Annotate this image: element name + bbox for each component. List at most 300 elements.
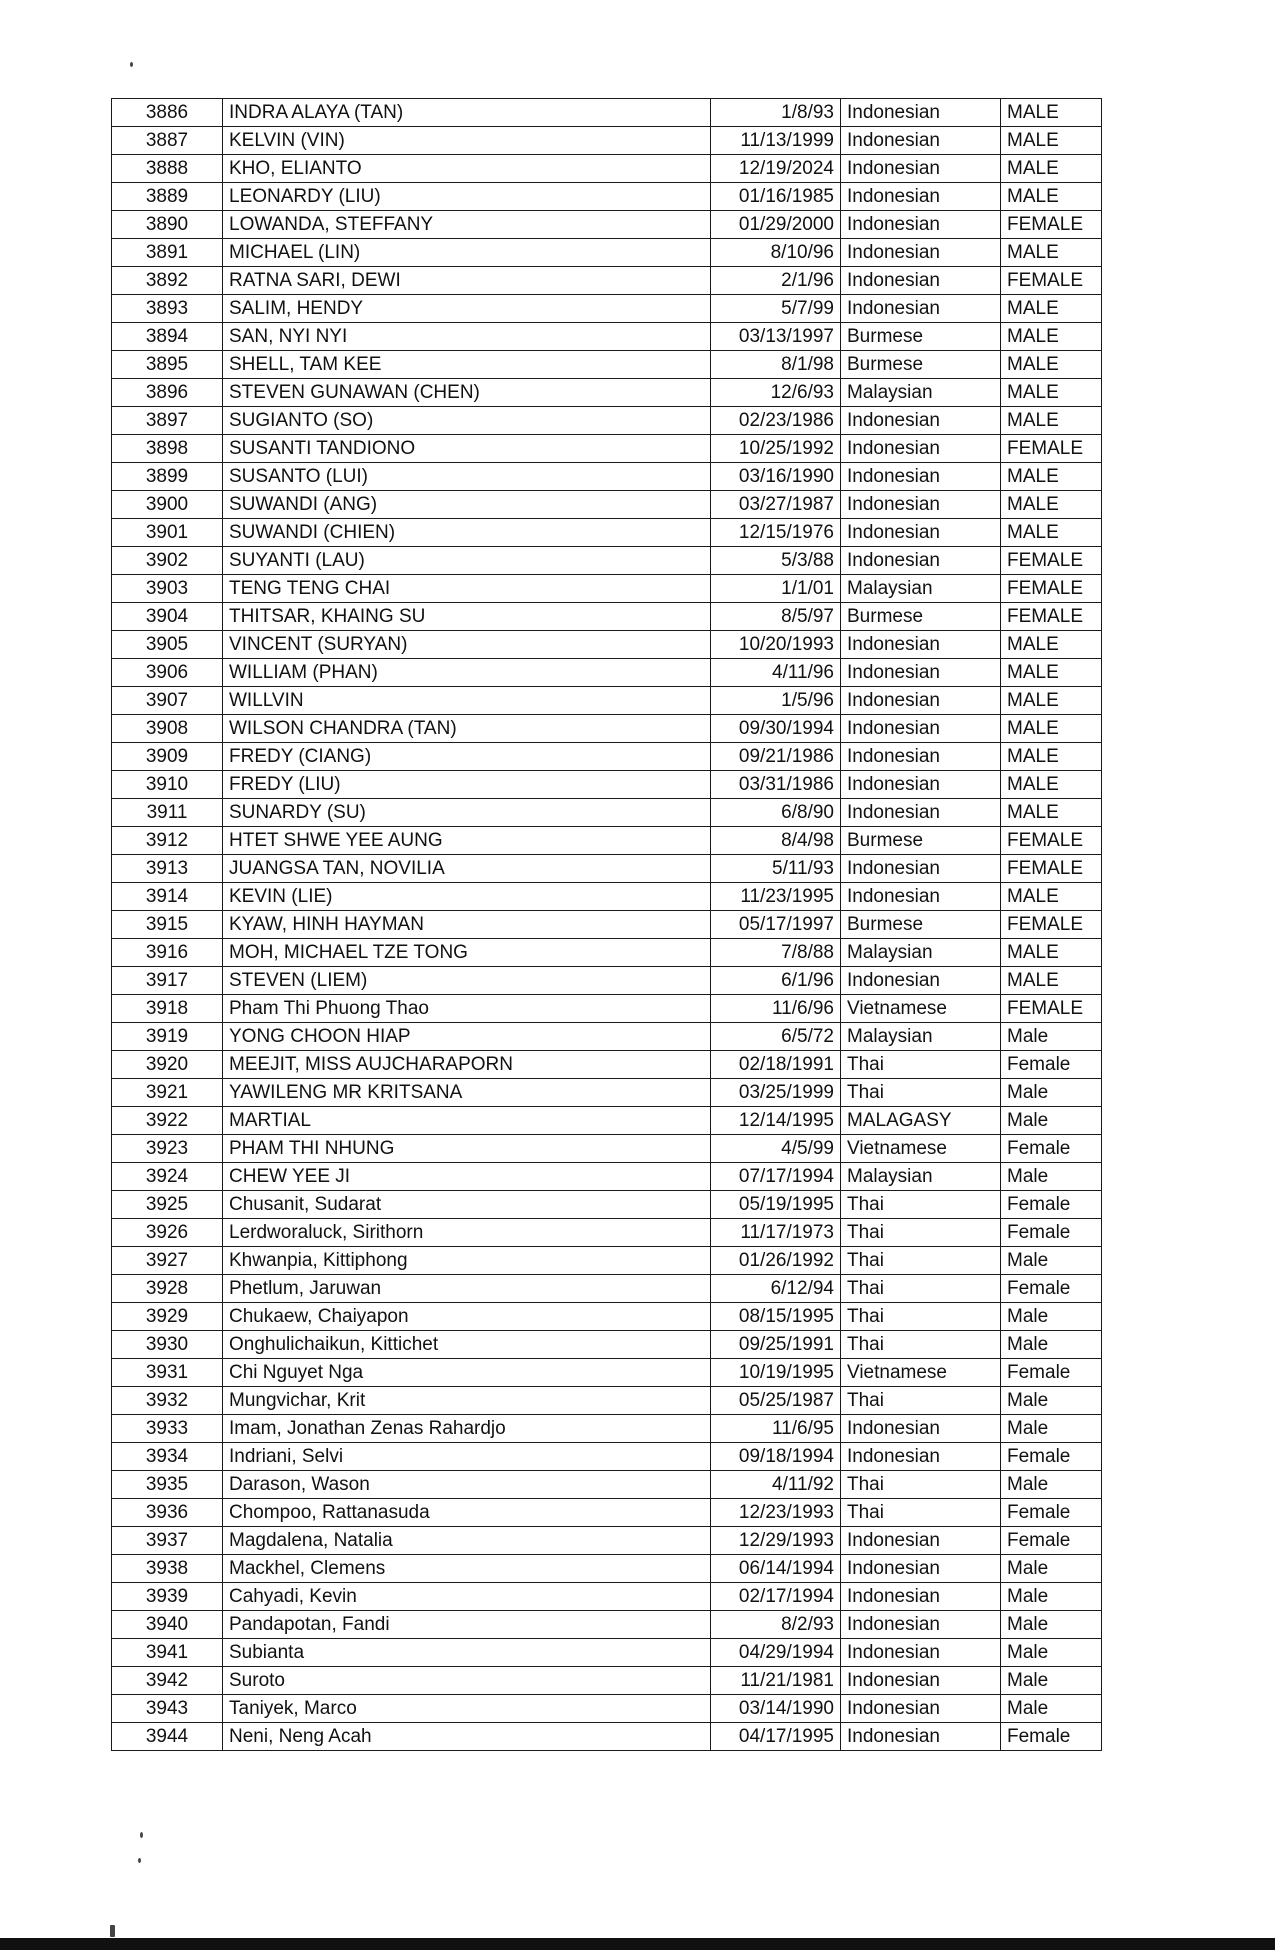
record-number-cell: 3916 [112, 939, 223, 967]
table-row [112, 799, 1102, 827]
gender-cell: Male [1001, 1163, 1102, 1191]
gender-cell: MALE [1001, 799, 1102, 827]
name-cell: RATNA SARI, DEWI [223, 267, 711, 295]
table-row [112, 1723, 1102, 1751]
name-cell: Mungvichar, Krit [223, 1387, 711, 1415]
nationality-cell: Indonesian [841, 687, 1001, 715]
table-row [112, 771, 1102, 799]
record-number-cell: 3899 [112, 463, 223, 491]
birth-date-cell: 05/17/1997 [711, 911, 841, 939]
birth-date-cell: 06/14/1994 [711, 1555, 841, 1583]
record-number-cell: 3944 [112, 1723, 223, 1751]
gender-cell: MALE [1001, 715, 1102, 743]
record-number-cell: 3943 [112, 1695, 223, 1723]
name-cell: KELVIN (VIN) [223, 127, 711, 155]
name-cell: VINCENT (SURYAN) [223, 631, 711, 659]
table-row [112, 239, 1102, 267]
birth-date-cell: 01/26/1992 [711, 1247, 841, 1275]
nationality-cell: Indonesian [841, 715, 1001, 743]
record-number-cell: 3921 [112, 1079, 223, 1107]
name-cell: Chukaew, Chaiyapon [223, 1303, 711, 1331]
records-table [111, 98, 1102, 1751]
record-number-cell: 3890 [112, 211, 223, 239]
gender-cell: FEMALE [1001, 547, 1102, 575]
record-number-cell: 3933 [112, 1415, 223, 1443]
record-number-cell: 3907 [112, 687, 223, 715]
table-row [112, 127, 1102, 155]
nationality-cell: Malaysian [841, 1163, 1001, 1191]
name-cell: Neni, Neng Acah [223, 1723, 711, 1751]
name-cell: Darason, Wason [223, 1471, 711, 1499]
gender-cell: Male [1001, 1639, 1102, 1667]
nationality-cell: Indonesian [841, 1723, 1001, 1751]
nationality-cell: Indonesian [841, 1583, 1001, 1611]
nationality-cell: Indonesian [841, 1443, 1001, 1471]
record-number-cell: 3910 [112, 771, 223, 799]
gender-cell: Female [1001, 1359, 1102, 1387]
birth-date-cell: 5/11/93 [711, 855, 841, 883]
birth-date-cell: 7/8/88 [711, 939, 841, 967]
nationality-cell: Indonesian [841, 435, 1001, 463]
scan-speck [138, 1858, 141, 1863]
table-row [112, 407, 1102, 435]
name-cell: Chompoo, Rattanasuda [223, 1499, 711, 1527]
name-cell: SUNARDY (SU) [223, 799, 711, 827]
table-row [112, 435, 1102, 463]
table-row [112, 1471, 1102, 1499]
birth-date-cell: 04/29/1994 [711, 1639, 841, 1667]
record-number-cell: 3938 [112, 1555, 223, 1583]
nationality-cell: Thai [841, 1219, 1001, 1247]
gender-cell: Male [1001, 1387, 1102, 1415]
nationality-cell: Indonesian [841, 659, 1001, 687]
nationality-cell: Indonesian [841, 1527, 1001, 1555]
table-row [112, 603, 1102, 631]
nationality-cell: Burmese [841, 351, 1001, 379]
birth-date-cell: 08/15/1995 [711, 1303, 841, 1331]
record-number-cell: 3909 [112, 743, 223, 771]
nationality-cell: Indonesian [841, 547, 1001, 575]
record-number-cell: 3908 [112, 715, 223, 743]
nationality-cell: Indonesian [841, 491, 1001, 519]
gender-cell: Male [1001, 1583, 1102, 1611]
name-cell: SUWANDI (ANG) [223, 491, 711, 519]
nationality-cell: Indonesian [841, 771, 1001, 799]
table-row [112, 715, 1102, 743]
record-number-cell: 3886 [112, 99, 223, 127]
table-row [112, 463, 1102, 491]
gender-cell: FEMALE [1001, 603, 1102, 631]
birth-date-cell: 02/23/1986 [711, 407, 841, 435]
record-number-cell: 3906 [112, 659, 223, 687]
record-number-cell: 3918 [112, 995, 223, 1023]
record-number-cell: 3896 [112, 379, 223, 407]
table-row [112, 1667, 1102, 1695]
birth-date-cell: 4/11/92 [711, 1471, 841, 1499]
table-row [112, 1695, 1102, 1723]
record-number-cell: 3940 [112, 1611, 223, 1639]
name-cell: SALIM, HENDY [223, 295, 711, 323]
gender-cell: Female [1001, 1527, 1102, 1555]
name-cell: KYAW, HINH HAYMAN [223, 911, 711, 939]
birth-date-cell: 03/14/1990 [711, 1695, 841, 1723]
record-number-cell: 3902 [112, 547, 223, 575]
table-row [112, 967, 1102, 995]
name-cell: THITSAR, KHAING SU [223, 603, 711, 631]
name-cell: MEEJIT, MISS AUJCHARAPORN [223, 1051, 711, 1079]
nationality-cell: Burmese [841, 911, 1001, 939]
nationality-cell: Indonesian [841, 1611, 1001, 1639]
birth-date-cell: 11/23/1995 [711, 883, 841, 911]
gender-cell: Male [1001, 1611, 1102, 1639]
table-row [112, 1275, 1102, 1303]
record-number-cell: 3895 [112, 351, 223, 379]
table-row [112, 1555, 1102, 1583]
record-number-cell: 3929 [112, 1303, 223, 1331]
record-number-cell: 3922 [112, 1107, 223, 1135]
name-cell: Taniyek, Marco [223, 1695, 711, 1723]
table-row [112, 1163, 1102, 1191]
nationality-cell: Indonesian [841, 211, 1001, 239]
table-row [112, 1135, 1102, 1163]
table-row [112, 1331, 1102, 1359]
record-number-cell: 3923 [112, 1135, 223, 1163]
birth-date-cell: 1/8/93 [711, 99, 841, 127]
table-row [112, 183, 1102, 211]
birth-date-cell: 8/2/93 [711, 1611, 841, 1639]
gender-cell: FEMALE [1001, 435, 1102, 463]
gender-cell: Male [1001, 1247, 1102, 1275]
gender-cell: MALE [1001, 99, 1102, 127]
birth-date-cell: 12/19/2024 [711, 155, 841, 183]
birth-date-cell: 1/5/96 [711, 687, 841, 715]
gender-cell: MALE [1001, 379, 1102, 407]
table-row [112, 491, 1102, 519]
gender-cell: FEMALE [1001, 267, 1102, 295]
record-number-cell: 3932 [112, 1387, 223, 1415]
record-number-cell: 3913 [112, 855, 223, 883]
nationality-cell: Indonesian [841, 1639, 1001, 1667]
record-number-cell: 3928 [112, 1275, 223, 1303]
nationality-cell: Thai [841, 1079, 1001, 1107]
birth-date-cell: 11/6/95 [711, 1415, 841, 1443]
record-number-cell: 3919 [112, 1023, 223, 1051]
birth-date-cell: 12/14/1995 [711, 1107, 841, 1135]
record-number-cell: 3934 [112, 1443, 223, 1471]
nationality-cell: Indonesian [841, 267, 1001, 295]
nationality-cell: Indonesian [841, 463, 1001, 491]
nationality-cell: MALAGASY [841, 1107, 1001, 1135]
record-number-cell: 3893 [112, 295, 223, 323]
nationality-cell: Indonesian [841, 967, 1001, 995]
record-number-cell: 3915 [112, 911, 223, 939]
table-row [112, 323, 1102, 351]
nationality-cell: Thai [841, 1471, 1001, 1499]
birth-date-cell: 6/8/90 [711, 799, 841, 827]
name-cell: SUSANTI TANDIONO [223, 435, 711, 463]
birth-date-cell: 6/12/94 [711, 1275, 841, 1303]
nationality-cell: Vietnamese [841, 1359, 1001, 1387]
name-cell: PHAM THI NHUNG [223, 1135, 711, 1163]
name-cell: SUYANTI (LAU) [223, 547, 711, 575]
scan-bottom-edge [0, 1938, 1275, 1950]
nationality-cell: Indonesian [841, 1695, 1001, 1723]
table-row [112, 939, 1102, 967]
birth-date-cell: 03/31/1986 [711, 771, 841, 799]
records-table-body [112, 99, 1102, 1751]
name-cell: WILSON CHANDRA (TAN) [223, 715, 711, 743]
record-number-cell: 3897 [112, 407, 223, 435]
record-number-cell: 3901 [112, 519, 223, 547]
table-row [112, 687, 1102, 715]
record-number-cell: 3892 [112, 267, 223, 295]
gender-cell: Male [1001, 1667, 1102, 1695]
scan-speck [140, 1832, 143, 1838]
birth-date-cell: 03/25/1999 [711, 1079, 841, 1107]
name-cell: Magdalena, Natalia [223, 1527, 711, 1555]
name-cell: LEONARDY (LIU) [223, 183, 711, 211]
record-number-cell: 3894 [112, 323, 223, 351]
birth-date-cell: 10/25/1992 [711, 435, 841, 463]
birth-date-cell: 11/17/1973 [711, 1219, 841, 1247]
gender-cell: MALE [1001, 463, 1102, 491]
birth-date-cell: 6/1/96 [711, 967, 841, 995]
gender-cell: Male [1001, 1471, 1102, 1499]
gender-cell: MALE [1001, 407, 1102, 435]
gender-cell: MALE [1001, 519, 1102, 547]
record-number-cell: 3927 [112, 1247, 223, 1275]
record-number-cell: 3926 [112, 1219, 223, 1247]
table-row [112, 1639, 1102, 1667]
nationality-cell: Indonesian [841, 855, 1001, 883]
name-cell: FREDY (CIANG) [223, 743, 711, 771]
name-cell: Mackhel, Clemens [223, 1555, 711, 1583]
nationality-cell: Malaysian [841, 379, 1001, 407]
nationality-cell: Indonesian [841, 295, 1001, 323]
record-number-cell: 3887 [112, 127, 223, 155]
nationality-cell: Thai [841, 1191, 1001, 1219]
table-row [112, 1247, 1102, 1275]
scan-speck [110, 1925, 115, 1937]
nationality-cell: Vietnamese [841, 995, 1001, 1023]
table-row [112, 1527, 1102, 1555]
birth-date-cell: 12/23/1993 [711, 1499, 841, 1527]
name-cell: SAN, NYI NYI [223, 323, 711, 351]
nationality-cell: Indonesian [841, 183, 1001, 211]
table-row [112, 883, 1102, 911]
name-cell: Indriani, Selvi [223, 1443, 711, 1471]
nationality-cell: Thai [841, 1247, 1001, 1275]
nationality-cell: Thai [841, 1331, 1001, 1359]
name-cell: MICHAEL (LIN) [223, 239, 711, 267]
table-row [112, 379, 1102, 407]
birth-date-cell: 2/1/96 [711, 267, 841, 295]
birth-date-cell: 8/5/97 [711, 603, 841, 631]
gender-cell: Female [1001, 1051, 1102, 1079]
record-number-cell: 3925 [112, 1191, 223, 1219]
gender-cell: Male [1001, 1555, 1102, 1583]
birth-date-cell: 10/20/1993 [711, 631, 841, 659]
gender-cell: FEMALE [1001, 855, 1102, 883]
record-number-cell: 3891 [112, 239, 223, 267]
name-cell: WILLIAM (PHAN) [223, 659, 711, 687]
name-cell: Onghulichaikun, Kittichet [223, 1331, 711, 1359]
nationality-cell: Indonesian [841, 743, 1001, 771]
name-cell: Cahyadi, Kevin [223, 1583, 711, 1611]
name-cell: Chi Nguyet Nga [223, 1359, 711, 1387]
name-cell: KHO, ELIANTO [223, 155, 711, 183]
nationality-cell: Burmese [841, 323, 1001, 351]
record-number-cell: 3903 [112, 575, 223, 603]
table-row [112, 1359, 1102, 1387]
nationality-cell: Indonesian [841, 155, 1001, 183]
name-cell: Pham Thi Phuong Thao [223, 995, 711, 1023]
gender-cell: MALE [1001, 659, 1102, 687]
record-number-cell: 3904 [112, 603, 223, 631]
name-cell: TENG TENG CHAI [223, 575, 711, 603]
gender-cell: MALE [1001, 239, 1102, 267]
table-row [112, 575, 1102, 603]
nationality-cell: Burmese [841, 603, 1001, 631]
nationality-cell: Indonesian [841, 799, 1001, 827]
nationality-cell: Thai [841, 1499, 1001, 1527]
birth-date-cell: 02/18/1991 [711, 1051, 841, 1079]
name-cell: MOH, MICHAEL TZE TONG [223, 939, 711, 967]
table-row [112, 211, 1102, 239]
birth-date-cell: 09/18/1994 [711, 1443, 841, 1471]
birth-date-cell: 12/6/93 [711, 379, 841, 407]
table-row [112, 1443, 1102, 1471]
record-number-cell: 3917 [112, 967, 223, 995]
birth-date-cell: 11/13/1999 [711, 127, 841, 155]
table-row [112, 631, 1102, 659]
gender-cell: FEMALE [1001, 211, 1102, 239]
table-row [112, 1303, 1102, 1331]
name-cell: Khwanpia, Kittiphong [223, 1247, 711, 1275]
record-number-cell: 3942 [112, 1667, 223, 1695]
gender-cell: Female [1001, 1191, 1102, 1219]
name-cell: Subianta [223, 1639, 711, 1667]
birth-date-cell: 03/27/1987 [711, 491, 841, 519]
name-cell: WILLVIN [223, 687, 711, 715]
table-row [112, 155, 1102, 183]
scan-speck [130, 62, 133, 67]
table-row [112, 1499, 1102, 1527]
birth-date-cell: 05/25/1987 [711, 1387, 841, 1415]
gender-cell: Female [1001, 1275, 1102, 1303]
table-row [112, 519, 1102, 547]
birth-date-cell: 12/15/1976 [711, 519, 841, 547]
birth-date-cell: 10/19/1995 [711, 1359, 841, 1387]
birth-date-cell: 8/10/96 [711, 239, 841, 267]
birth-date-cell: 05/19/1995 [711, 1191, 841, 1219]
gender-cell: MALE [1001, 771, 1102, 799]
birth-date-cell: 09/21/1986 [711, 743, 841, 771]
table-row [112, 351, 1102, 379]
gender-cell: MALE [1001, 939, 1102, 967]
name-cell: LOWANDA, STEFFANY [223, 211, 711, 239]
name-cell: Phetlum, Jaruwan [223, 1275, 711, 1303]
table-row [112, 1023, 1102, 1051]
record-number-cell: 3898 [112, 435, 223, 463]
gender-cell: MALE [1001, 127, 1102, 155]
record-number-cell: 3889 [112, 183, 223, 211]
name-cell: MARTIAL [223, 1107, 711, 1135]
birth-date-cell: 02/17/1994 [711, 1583, 841, 1611]
nationality-cell: Malaysian [841, 1023, 1001, 1051]
table-row [112, 1079, 1102, 1107]
table-row [112, 1387, 1102, 1415]
birth-date-cell: 07/17/1994 [711, 1163, 841, 1191]
gender-cell: Male [1001, 1331, 1102, 1359]
gender-cell: MALE [1001, 631, 1102, 659]
birth-date-cell: 11/21/1981 [711, 1667, 841, 1695]
birth-date-cell: 8/1/98 [711, 351, 841, 379]
record-number-cell: 3930 [112, 1331, 223, 1359]
nationality-cell: Malaysian [841, 575, 1001, 603]
birth-date-cell: 04/17/1995 [711, 1723, 841, 1751]
nationality-cell: Thai [841, 1051, 1001, 1079]
nationality-cell: Indonesian [841, 407, 1001, 435]
table-row [112, 1415, 1102, 1443]
record-number-cell: 3939 [112, 1583, 223, 1611]
birth-date-cell: 5/7/99 [711, 295, 841, 323]
nationality-cell: Malaysian [841, 939, 1001, 967]
name-cell: CHEW YEE JI [223, 1163, 711, 1191]
gender-cell: MALE [1001, 155, 1102, 183]
nationality-cell: Thai [841, 1387, 1001, 1415]
gender-cell: Male [1001, 1079, 1102, 1107]
name-cell: STEVEN GUNAWAN (CHEN) [223, 379, 711, 407]
birth-date-cell: 09/30/1994 [711, 715, 841, 743]
birth-date-cell: 11/6/96 [711, 995, 841, 1023]
gender-cell: Male [1001, 1303, 1102, 1331]
table-row [112, 855, 1102, 883]
record-number-cell: 3941 [112, 1639, 223, 1667]
table-row [112, 995, 1102, 1023]
record-number-cell: 3936 [112, 1499, 223, 1527]
record-number-cell: 3905 [112, 631, 223, 659]
birth-date-cell: 01/16/1985 [711, 183, 841, 211]
gender-cell: Male [1001, 1695, 1102, 1723]
birth-date-cell: 8/4/98 [711, 827, 841, 855]
gender-cell: MALE [1001, 323, 1102, 351]
gender-cell: Female [1001, 1443, 1102, 1471]
record-number-cell: 3914 [112, 883, 223, 911]
gender-cell: MALE [1001, 687, 1102, 715]
nationality-cell: Indonesian [841, 1555, 1001, 1583]
gender-cell: MALE [1001, 295, 1102, 323]
birth-date-cell: 5/3/88 [711, 547, 841, 575]
birth-date-cell: 03/13/1997 [711, 323, 841, 351]
name-cell: Imam, Jonathan Zenas Rahardjo [223, 1415, 711, 1443]
name-cell: JUANGSA TAN, NOVILIA [223, 855, 711, 883]
record-number-cell: 3900 [112, 491, 223, 519]
name-cell: Chusanit, Sudarat [223, 1191, 711, 1219]
birth-date-cell: 1/1/01 [711, 575, 841, 603]
table-row [112, 99, 1102, 127]
gender-cell: FEMALE [1001, 911, 1102, 939]
gender-cell: Female [1001, 1135, 1102, 1163]
gender-cell: MALE [1001, 183, 1102, 211]
birth-date-cell: 12/29/1993 [711, 1527, 841, 1555]
name-cell: SUWANDI (CHIEN) [223, 519, 711, 547]
gender-cell: FEMALE [1001, 995, 1102, 1023]
gender-cell: MALE [1001, 491, 1102, 519]
gender-cell: MALE [1001, 967, 1102, 995]
nationality-cell: Indonesian [841, 1415, 1001, 1443]
nationality-cell: Vietnamese [841, 1135, 1001, 1163]
